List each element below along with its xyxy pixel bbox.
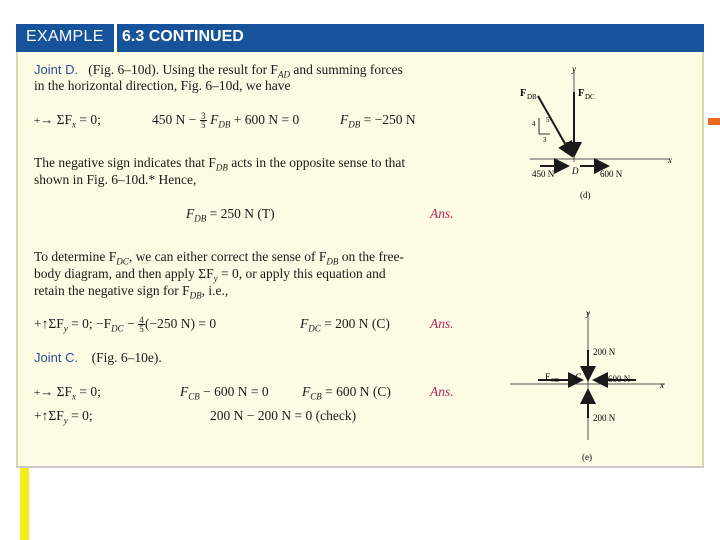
- fig-d-x-label: x: [668, 155, 672, 165]
- fig-d-slope-4: 4: [532, 120, 536, 128]
- fig-d-600-label: 600 N: [600, 169, 623, 179]
- fig-e-top-label: 200 N: [593, 347, 616, 357]
- fig-e-x-label: x: [660, 380, 664, 390]
- panel-bottom-edge: [16, 466, 704, 468]
- fig-d-fdc-sub: DC: [585, 93, 595, 101]
- fig-d-fdc-label: F: [578, 88, 585, 99]
- fig-d-fdb-label: F: [520, 88, 527, 99]
- orange-accent-marker: [708, 118, 720, 125]
- fig-e-y-label: y: [586, 308, 590, 318]
- fcb-answer-label: Ans.: [430, 384, 454, 399]
- joint-c-eq1-left: +→ $\Sigma F_x = 0$;: [34, 384, 101, 402]
- fig-e-bottom-label: 200 N: [593, 413, 616, 423]
- joint-d-label: Joint D.: [34, 62, 79, 77]
- fdc-result: $F_{DC} = 200$ N (C): [300, 316, 390, 334]
- fig-e-600-label: 600 N: [608, 374, 631, 384]
- joint-c-eq1-mid: $F_{CB} - 600$ N = 0: [180, 384, 269, 402]
- fig-d-fdb-sub: DB: [527, 93, 537, 101]
- joint-d-equation-left: +→ $\Sigma F_x = 0$;: [34, 112, 101, 130]
- fdb-answer-label: Ans.: [430, 206, 454, 221]
- joint-d-intro: Joint D. (Fig. 6–10d). Using the result for $F_{AD}$ and summing forces: [34, 62, 403, 80]
- fig-e-fcb-sub: CB: [551, 378, 560, 384]
- fdc-text-line3: retain the negative sign for $F_{DB}$, i.e.,: [34, 283, 229, 301]
- header-number: 6.3 CONTINUED: [122, 28, 244, 45]
- fdc-text-line1: To determine $F_{DC}$, we can either correct the sense of $F_{DB}$ on the free-: [34, 249, 404, 267]
- joint-d-equation-result: $F_{DB} = -250$ N: [340, 112, 416, 130]
- negative-sign-text: The negative sign indicates that $F_{DB}$ acts in the opposite sense to that: [34, 155, 406, 173]
- fig-d-y-label: y: [572, 64, 576, 74]
- fig-e-caption: (e): [582, 452, 592, 462]
- fig-d-fdb-arrow: [538, 96, 572, 156]
- negative-sign-text-line2: shown in Fig. 6–10d.* Hence,: [34, 172, 197, 187]
- joint-c-intro: Joint C. (Fig. 6–10e).: [34, 350, 162, 365]
- free-body-diagram-d: [490, 62, 690, 212]
- fig-d-slope-5: 5: [546, 116, 550, 124]
- fig-d-node-label: D: [572, 166, 579, 176]
- joint-c-eq1-result: $F_{CB} = 600$ N (C): [302, 384, 391, 402]
- fig-e-node-label: C: [575, 372, 582, 382]
- fdb-result: $F_{DB} = 250$ N (T): [186, 206, 275, 224]
- free-body-diagram-e: [500, 308, 690, 466]
- fig-d-caption: (d): [580, 190, 591, 200]
- fig-d-450-label: 450 N: [532, 169, 555, 179]
- joint-c-eq2-left: $+↑\Sigma F_y = 0$;: [34, 408, 93, 426]
- fig-d-slope-3: 3: [543, 136, 547, 144]
- joint-c-eq2-check: 200 N − 200 N = 0 (check): [210, 408, 357, 423]
- yellow-accent-bar: [20, 468, 29, 540]
- joint-d-equation-mid: 450 $N - \frac{3}{5} F_{DB} + 600$ N = 0: [152, 111, 300, 131]
- fdc-text-line2: body diagram, and then apply $\Sigma F_y = 0$, or apply this equation and: [34, 266, 386, 284]
- header-separator: [114, 24, 117, 52]
- joint-c-label: Joint C.: [34, 350, 79, 365]
- header-example-word: EXAMPLE: [26, 28, 104, 45]
- joint-d-intro-line2: in the horizontal direction, Fig. 6–10d, we have: [34, 78, 291, 93]
- fig-e-fcb-label: F: [545, 372, 551, 382]
- fdc-answer-label: Ans.: [430, 316, 454, 331]
- fdc-equation: $+↑\Sigma F_y = 0$; $-F_{DC} - \frac{4}{5}(-250$ N) = 0: [34, 315, 217, 335]
- example-header: [16, 24, 704, 52]
